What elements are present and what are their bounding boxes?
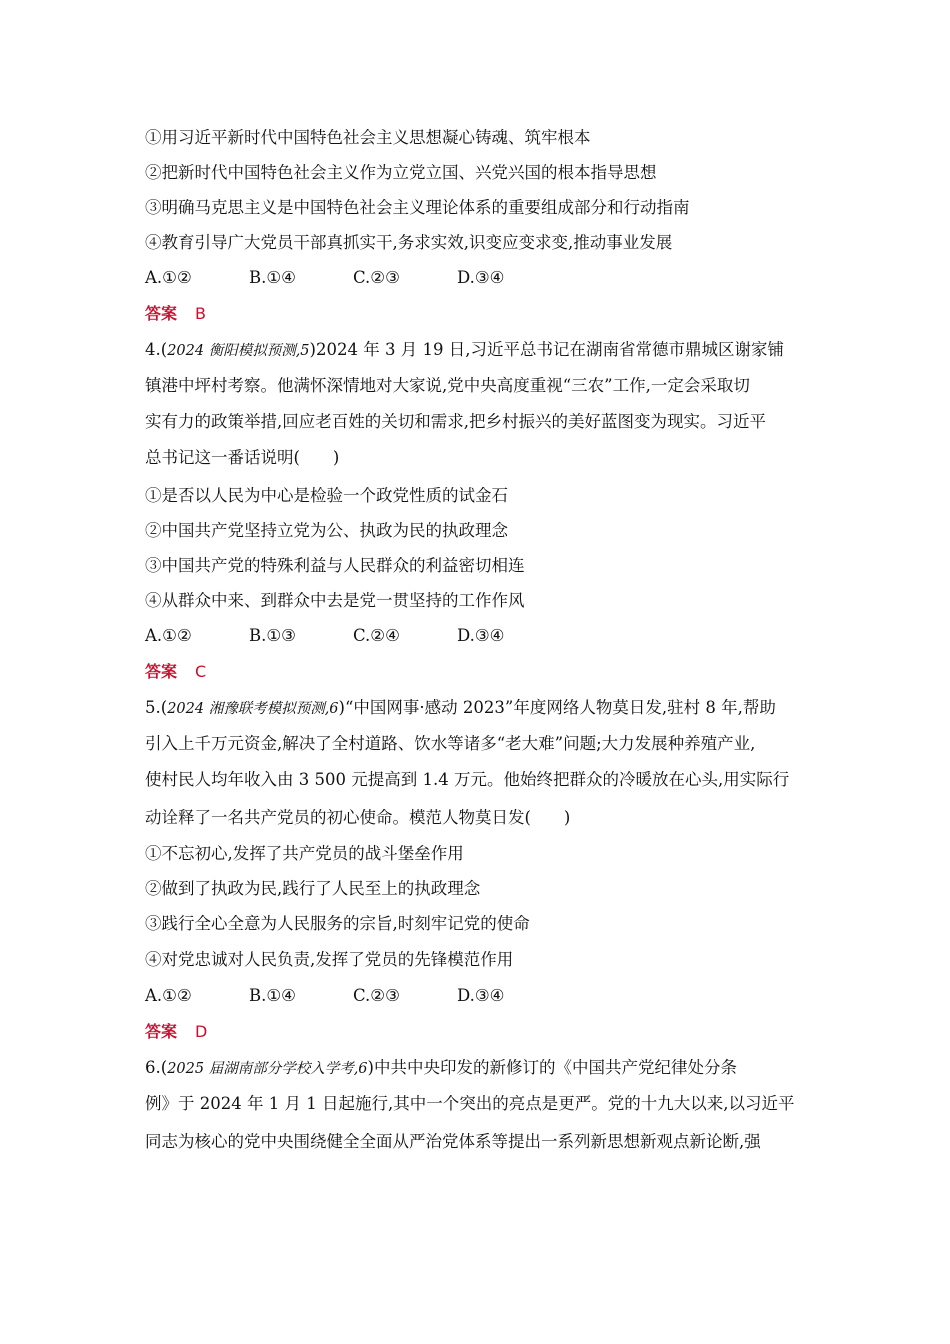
q6-source: 2025 届湖南部分学校入学考,6 (167, 1061, 368, 1077)
q5-option-d: D.③④ (457, 986, 505, 1005)
q4-option-d: D.③④ (457, 626, 505, 645)
q6-number: 6.( (145, 1058, 168, 1077)
q5-stem-first: )“中国网事·感动 2023”年度网络人物莫日发,驻村 8 年,帮助 (338, 698, 776, 717)
q4-options (145, 624, 810, 648)
q5-answer-label: 答案 (145, 1022, 178, 1041)
q5-statement-2: ②做到了执政为民,践行了人民至上的执政理念 (145, 879, 481, 898)
q3-option-c: C.②③ (353, 268, 400, 287)
q3-option-d: D.③④ (457, 268, 505, 287)
q3-statement-4: ④教育引导广大党员干部真抓实干,务求实效,识变应变求变,推动事业发展 (145, 233, 673, 252)
q5-stem-line-4: 动诠释了一名共产党员的初心使命。模范人物莫日发( ) (145, 808, 571, 827)
q5-statement-3: ③践行全心全意为人民服务的宗旨,时刻牢记党的使命 (145, 914, 530, 933)
q4-answer-value: C (195, 662, 207, 681)
q5-options (145, 984, 810, 1008)
q4-answer (145, 660, 810, 684)
q5-stem-line-1 (145, 696, 810, 721)
q4-number: 4.( (145, 340, 168, 359)
q4-option-c: C.②④ (353, 626, 400, 645)
q3-answer (145, 302, 810, 326)
q5-option-a: A.①② (145, 986, 192, 1005)
q3-answer-label: 答案 (145, 304, 178, 323)
q4-option-b: B.①③ (249, 626, 296, 645)
q4-stem-first: )2024 年 3 月 19 日,习近平总书记在湖南省常德市鼎城区谢家铺 (309, 340, 784, 359)
q3-statement-1: ①用习近平新时代中国特色社会主义思想凝心铸魂、筑牢根本 (145, 128, 591, 147)
q3-answer-value: B (195, 304, 206, 323)
q3-option-a: A.①② (145, 268, 192, 287)
q5-stem-line-2: 引入上千万元资金,解决了全村道路、饮水等诸多“老大难”问题;大力发展种养殖产业, (145, 734, 756, 753)
q3-statement-3: ③明确马克思主义是中国特色社会主义理论体系的重要组成部分和行动指南 (145, 198, 690, 217)
q6-stem-line-3: 同志为核心的党中央围绕健全全面从严治党体系等提出一系列新思想新观点新论断,强 (145, 1132, 761, 1151)
q4-statement-4: ④从群众中来、到群众中去是党一贯坚持的工作作风 (145, 591, 525, 610)
q5-statement-4: ④对党忠诚对人民负责,发挥了党员的先锋模范作用 (145, 950, 514, 969)
q5-source: 2024 湘豫联考模拟预测,6 (167, 701, 339, 717)
q6-stem-first: )中共中央印发的新修订的《中国共产党纪律处分条 (367, 1058, 737, 1077)
q6-stem-line-2: 例》于 2024 年 1 月 1 日起施行,其中一个突出的亮点是更严。党的十九大以来,以习近平 (145, 1094, 795, 1113)
q5-number: 5.( (145, 698, 168, 717)
q5-option-b: B.①④ (249, 986, 296, 1005)
q4-statement-3: ③中国共产党的特殊利益与人民群众的利益密切相连 (145, 556, 525, 575)
q4-option-a: A.①② (145, 626, 192, 645)
q5-option-c: C.②③ (353, 986, 400, 1005)
q3-options (145, 266, 810, 290)
q3-statement-2: ②把新时代中国特色社会主义作为立党立国、兴党兴国的根本指导思想 (145, 163, 657, 182)
q4-statement-2: ②中国共产党坚持立党为公、执政为民的执政理念 (145, 521, 508, 540)
q4-stem-line-4: 总书记这一番话说明( ) (145, 448, 340, 467)
q5-answer-value: D (195, 1022, 208, 1041)
q4-stem-line-1 (145, 338, 810, 363)
q4-stem-line-2: 镇港中坪村考察。他满怀深情地对大家说,党中央高度重视“三农”工作,一定会采取切 (145, 376, 750, 395)
q4-source: 2024 衡阳模拟预测,5 (167, 343, 310, 359)
q4-answer-label: 答案 (145, 662, 178, 681)
q4-statement-1: ①是否以人民为中心是检验一个政党性质的试金石 (145, 486, 508, 505)
q3-option-b: B.①④ (249, 268, 296, 287)
q5-statement-1: ①不忘初心,发挥了共产党员的战斗堡垒作用 (145, 844, 464, 863)
q4-stem-line-3: 实有力的政策举措,回应老百姓的关切和需求,把乡村振兴的美好蓝图变为现实。习近平 (145, 412, 766, 431)
q5-stem-line-3: 使村民人均年收入由 3 500 元提高到 1.4 万元。他始终把群众的冷暖放在心头,用实际行 (145, 770, 790, 789)
q5-answer (145, 1020, 810, 1044)
q6-stem-line-1 (145, 1056, 810, 1081)
